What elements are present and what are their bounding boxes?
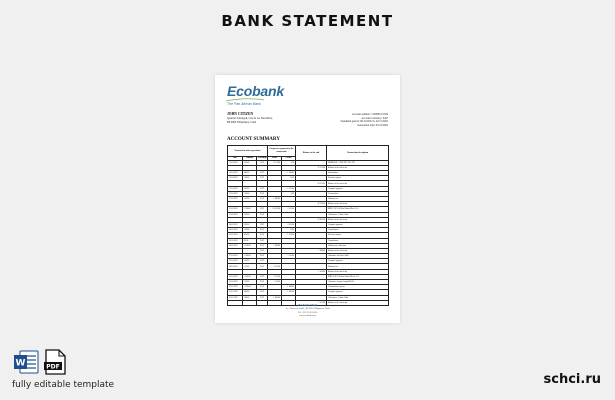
cell-balance: 12 111.00 bbox=[296, 165, 327, 170]
word-badge-letter: W bbox=[15, 358, 26, 369]
header-date: Date bbox=[228, 157, 243, 161]
cell-amount: 100.00 bbox=[243, 176, 257, 181]
cell-credit: 1 082.00 bbox=[282, 290, 296, 295]
cell-exchange: XAF bbox=[257, 160, 268, 165]
cell-debit: 1 211.00 bbox=[268, 274, 282, 279]
page-title: BANK STATEMENT bbox=[221, 12, 394, 30]
cell-exchange: XAF bbox=[257, 186, 268, 191]
cell-date: 01.11.2022 bbox=[228, 290, 243, 295]
cell-description: Balance at the end of day bbox=[327, 217, 389, 222]
cell-description: Corporate payment bbox=[327, 222, 389, 227]
cell-debit: 1 000.00 bbox=[268, 295, 282, 300]
cell-debit: 1 288.00 bbox=[268, 197, 282, 202]
cell-description: Allowance for Glene 4,800 bbox=[327, 254, 389, 259]
cell-description: Ordinary fees allowance bbox=[327, 243, 389, 248]
header-balance: Balance at the end bbox=[296, 146, 327, 161]
cell-amount: 200.00 bbox=[243, 222, 257, 227]
cell-amount: 500.00 bbox=[243, 160, 257, 165]
cell-exchange: XAF bbox=[257, 254, 268, 259]
cell-date: 27.10.2022 bbox=[228, 254, 243, 259]
cell-exchange: XAF bbox=[257, 274, 268, 279]
footer-web: www.ecobank.com bbox=[299, 315, 316, 317]
cell-exchange: XAF bbox=[257, 248, 268, 253]
cell-description: Corporate payment bbox=[327, 290, 389, 295]
cell-balance: 18 511.00 bbox=[296, 181, 327, 186]
cell-amount: 450.00 bbox=[243, 233, 257, 238]
cell-credit: 1 288.00 bbox=[282, 285, 296, 290]
header-amount: Amount bbox=[243, 157, 257, 161]
cell-amount: 400.00 bbox=[243, 290, 257, 295]
cell-description: Commissions bbox=[327, 191, 389, 196]
cell-exchange: XAF bbox=[257, 171, 268, 176]
cell-exchange: XAF bbox=[257, 238, 268, 243]
cell-description: Balance at the end of day bbox=[327, 248, 389, 253]
cell-description: Commissions bbox=[327, 228, 389, 233]
cell-exchange: XAF bbox=[257, 207, 268, 212]
cell-amount: 1 000.00 bbox=[243, 243, 257, 248]
customer-address-line: Quartier Sabangali, Cite de 1er Decembre, bbox=[227, 117, 273, 120]
ecobank-logo: Ecobank bbox=[227, 83, 284, 99]
cell-date: 15.10.2022 bbox=[228, 171, 243, 176]
cell-description: Balance at the end of day bbox=[327, 269, 389, 274]
cell-date: 17.10.2022 bbox=[228, 191, 243, 196]
cell-amount: 130.00 bbox=[243, 228, 257, 233]
cell-description: Commissions bbox=[327, 238, 389, 243]
cell-date: 24.10.2022 bbox=[228, 228, 243, 233]
cell-date: 01.11.2022 bbox=[228, 285, 243, 290]
header-transaction: Transaction, other operations bbox=[228, 146, 268, 157]
cell-description: Previous expense bbox=[327, 233, 389, 238]
header-debit: Debit bbox=[268, 157, 282, 161]
transactions-table bbox=[227, 145, 389, 306]
cell-credit: 1 112.00 bbox=[282, 254, 296, 259]
cell-description: EMERSON - CONCEPT TEC PTA bbox=[327, 160, 389, 165]
cell-description: BIRD CAF SAS Rue Robert Klar S.A.S bbox=[327, 207, 389, 212]
cell-amount: 1 200.00 bbox=[243, 285, 257, 290]
cell-amount: 300.00 bbox=[243, 295, 257, 300]
cell-amount: 130.00 bbox=[243, 197, 257, 202]
cell-exchange: XAF bbox=[257, 290, 268, 295]
cell-amount: 90.00 bbox=[243, 238, 257, 243]
cell-debit: 1 288.00 bbox=[268, 243, 282, 248]
account-currency: Account Currency: XAF bbox=[361, 116, 388, 120]
cell-credit: 1 011.00 bbox=[282, 222, 296, 227]
cell-exchange: XAF bbox=[257, 285, 268, 290]
pdf-badge-text: PDF bbox=[46, 363, 60, 371]
cell-description: Allowances - Gabon Allnu bbox=[327, 212, 389, 217]
cell-credit: 51.00 bbox=[282, 176, 296, 181]
cell-date: 31.10.2022 bbox=[228, 274, 243, 279]
cell-description: Allowance for pay Grangi Kal Bil bbox=[327, 280, 389, 285]
cell-date: 31.10.2022 bbox=[228, 280, 243, 285]
customer-address-line: BP 0000 N'Djamena, Chad bbox=[227, 120, 257, 124]
cell-amount: 125.00 bbox=[243, 280, 257, 285]
cell-amount: 120.00 bbox=[243, 264, 257, 269]
cell-amount: 120.00 bbox=[243, 191, 257, 196]
cell-credit: 1 012.00 bbox=[282, 186, 296, 191]
cell-debit: 1 011.00 bbox=[268, 264, 282, 269]
cell-description: Balance at the end of day bbox=[327, 300, 389, 305]
pdf-file-icon bbox=[44, 349, 66, 375]
cell-balance: 1 011.00 bbox=[296, 300, 327, 305]
cell-exchange: XAF bbox=[257, 176, 268, 181]
cell-date: 28.10.2022 bbox=[228, 264, 243, 269]
cell-amount: 250.00 bbox=[243, 212, 257, 217]
cell-exchange: XAF bbox=[257, 228, 268, 233]
generation-date: Generation date: 05/12/2022 bbox=[357, 123, 388, 127]
cell-date: 01.11.2022 bbox=[228, 295, 243, 300]
cell-date: 24.10.2022 bbox=[228, 222, 243, 227]
cell-balance: 10 001.00 bbox=[296, 217, 327, 222]
cell-description: Balance at the end of day bbox=[327, 165, 389, 170]
cell-exchange: XAF bbox=[257, 191, 268, 196]
cell-date: 25.10.2022 bbox=[228, 238, 243, 243]
word-file-icon bbox=[13, 350, 39, 374]
logo-tagline: The Pan African Bank bbox=[227, 102, 261, 106]
template-caption: fully editable template bbox=[12, 380, 115, 390]
cell-debit: 1 111.00 bbox=[268, 280, 282, 285]
cell-amount: 800.00 bbox=[243, 171, 257, 176]
cell-description: Commissions expense bbox=[327, 285, 389, 290]
cell-credit: 1 111.00 bbox=[282, 207, 296, 212]
brand-watermark: schci.ru bbox=[543, 372, 601, 387]
cell-description: Ordinary fees bbox=[327, 197, 389, 202]
cell-credit: 1.30 bbox=[282, 160, 296, 165]
cell-description: Ordinary fees bbox=[327, 264, 389, 269]
cell-date: 21.10.2022 bbox=[228, 212, 243, 217]
cell-date: 25.10.2022 bbox=[228, 233, 243, 238]
cell-credit: 12.00 bbox=[282, 228, 296, 233]
cell-exchange: XAF bbox=[257, 280, 268, 285]
cell-balance: 1 412.00 bbox=[296, 269, 327, 274]
cell-description: Balance at the end of day bbox=[327, 202, 389, 207]
statement-period: Statement period: 09/12/2022 to 22/11/2022 bbox=[340, 120, 388, 123]
footer-bank-name: Ecobank Chad bbox=[298, 304, 317, 307]
cell-credit: 5.00 bbox=[282, 191, 296, 196]
footer-phone: Tel: +235 22 00 00 00 bbox=[297, 311, 318, 314]
customer-name: JOHN CITIZEN bbox=[227, 112, 254, 116]
cell-description: Allowances - Gabon Allnu bbox=[327, 295, 389, 300]
cell-date: 21.10.2022 bbox=[228, 207, 243, 212]
cell-debit: 18 211.00 bbox=[268, 207, 282, 212]
cell-credit: 1 288.00 bbox=[282, 171, 296, 176]
cell-description: Previous expense bbox=[327, 176, 389, 181]
header-prospective: Prospective payment in the transaction bbox=[268, 146, 296, 157]
header-credit: Credit bbox=[282, 157, 296, 161]
cell-exchange: XAF bbox=[257, 222, 268, 227]
account-number: Account number: 1100000 01329 bbox=[351, 113, 388, 116]
cell-date: 26.10.2022 bbox=[228, 243, 243, 248]
cell-date: 17.10.2022 bbox=[228, 186, 243, 191]
cell-amount: 320.00 bbox=[243, 259, 257, 264]
cell-description: Corporate payment bbox=[327, 186, 389, 191]
cell-exchange: XAF bbox=[257, 212, 268, 217]
cell-debit: 1 111 000 bbox=[268, 160, 282, 165]
cell-date: 11.10.2022 bbox=[228, 160, 243, 165]
cell-exchange: XAF bbox=[257, 233, 268, 238]
cell-description: Balance at the end of day bbox=[327, 181, 389, 186]
header-description: Transaction description bbox=[327, 146, 389, 161]
cell-balance: 16 512.00 bbox=[296, 202, 327, 207]
cell-date: 15.10.2022 bbox=[228, 176, 243, 181]
header-exchange: Exchange bbox=[258, 157, 267, 159]
cell-amount: 1 500.00 bbox=[243, 207, 257, 212]
cell-description: Corporate payment bbox=[327, 259, 389, 264]
footer-address: Av. Charles de Gaulle, BP 0000 N'Djamena, Chad bbox=[285, 308, 330, 310]
cell-exchange: XAF bbox=[257, 197, 268, 202]
cell-amount: 1 500.00 bbox=[243, 274, 257, 279]
cell-exchange: XAF bbox=[257, 259, 268, 264]
cell-description: BIRD CAF SAS Rue Robert Klar S.A.S bbox=[327, 274, 389, 279]
account-summary-title: ACCOUNT SUMMARY bbox=[227, 137, 280, 142]
cell-date: 27.10.2022 bbox=[228, 259, 243, 264]
cell-date: 17.10.2022 bbox=[228, 197, 243, 202]
cell-exchange: XAF bbox=[257, 295, 268, 300]
cell-amount: 200.00 bbox=[243, 186, 257, 191]
cell-amount: 1 000.00 bbox=[243, 254, 257, 259]
cell-balance: 1 088.00 bbox=[296, 248, 327, 253]
cell-exchange: XAF bbox=[257, 243, 268, 248]
statement-sheet bbox=[215, 75, 400, 323]
cell-description: Subscription bbox=[327, 171, 389, 176]
cell-credit: 1 001.00 bbox=[282, 233, 296, 238]
cell-exchange: XAF bbox=[257, 264, 268, 269]
